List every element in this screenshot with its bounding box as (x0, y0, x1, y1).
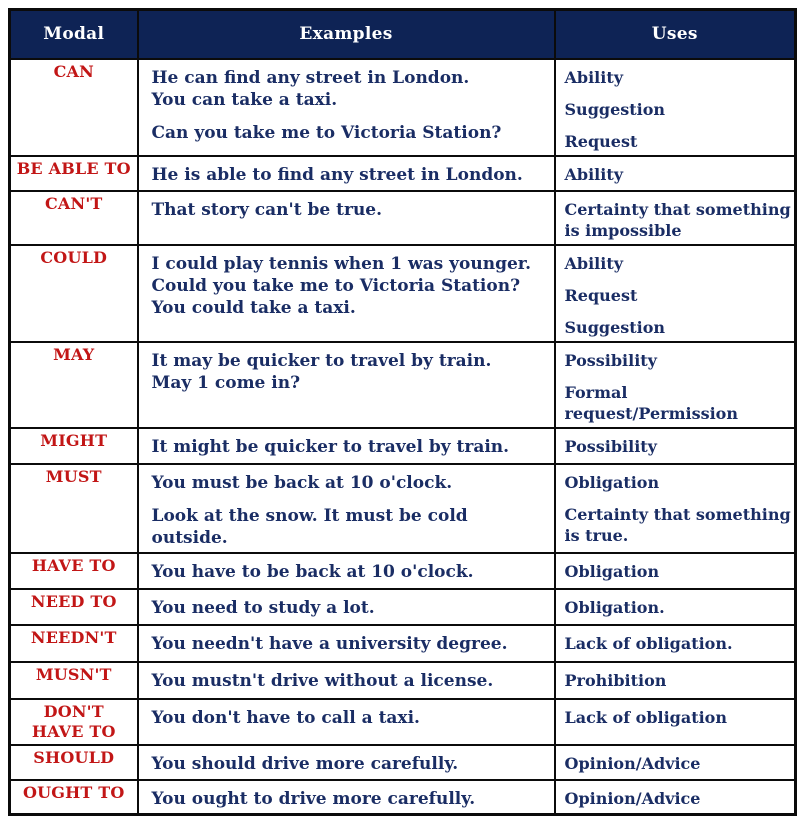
use-item: Request (564, 285, 638, 305)
modal-cell: SHOULD (10, 745, 138, 780)
modal-cell: COULD (10, 245, 138, 342)
example-sentence: You mustn't drive without a license. (151, 670, 494, 691)
modal-cell: OUGHT TO (10, 780, 138, 815)
modal-cell: CAN (10, 59, 138, 156)
use-item: Ability (564, 164, 624, 184)
header-uses: Uses (555, 10, 796, 59)
use-item: Certainty that something is impossible (564, 199, 791, 240)
example-sentence: He is able to find any street in London. (151, 164, 523, 185)
table-header (10, 10, 796, 59)
modal-verbs-table (8, 8, 797, 816)
example-sentence: You need to study a lot. (151, 597, 375, 618)
examples-cell (138, 245, 555, 342)
example-sentence: It might be quicker to travel by train. (151, 436, 510, 457)
use-item: Formal request/Permission (564, 382, 738, 423)
examples-cell (138, 780, 555, 815)
uses-cell (555, 245, 796, 342)
example-sentence: You don't have to call a taxi. (151, 707, 420, 728)
table-row (10, 625, 796, 662)
modal-cell: MUST (10, 464, 138, 553)
example-sentence-group (152, 505, 546, 549)
example-sentence-group (152, 199, 546, 221)
table-body (10, 59, 796, 815)
table-row (10, 191, 796, 245)
example-sentence-group (152, 788, 546, 810)
examples-cell (138, 464, 555, 553)
example-sentence-group (152, 164, 546, 186)
table-row (10, 428, 796, 464)
uses-cell (555, 589, 796, 625)
examples-cell (138, 589, 555, 625)
uses-cell (555, 699, 796, 745)
modal-cell: MIGHT (10, 428, 138, 464)
header-examples: Examples (138, 10, 555, 59)
use-item: Lack of obligation. (564, 633, 733, 653)
table-row (10, 662, 796, 699)
examples-cell (138, 59, 555, 156)
table-row (10, 245, 796, 342)
table-row (10, 745, 796, 780)
uses-cell (555, 59, 796, 156)
example-sentence: You have to be back at 10 o'clock. (151, 561, 474, 582)
modal-cell: HAVE TO (10, 553, 138, 589)
example-sentence: You should drive more carefully. (151, 753, 459, 774)
uses-cell (555, 428, 796, 464)
examples-cell (138, 191, 555, 245)
use-item: Obligation. (564, 597, 665, 617)
use-item: Opinion/Advice (564, 753, 701, 773)
header-modal: Modal (10, 10, 138, 59)
table-row (10, 780, 796, 815)
example-sentence-group (152, 633, 546, 655)
example-sentence-group (152, 350, 546, 394)
example-sentence: Could you take me to Victoria Station? (151, 275, 521, 296)
table-row (10, 589, 796, 625)
example-sentence-group (152, 670, 546, 692)
uses-cell (555, 745, 796, 780)
examples-cell (138, 745, 555, 780)
modal-cell: BE ABLE TO (10, 156, 138, 191)
example-sentence-group (152, 67, 546, 111)
example-sentence: You could take a taxi. (151, 297, 356, 318)
example-sentence-group (152, 561, 546, 583)
use-item: Opinion/Advice (564, 788, 701, 808)
example-sentence-group (152, 122, 546, 144)
uses-cell (555, 662, 796, 699)
example-sentence-group (152, 707, 546, 729)
table-row (10, 342, 796, 428)
table-row (10, 156, 796, 191)
example-sentence-group (152, 253, 546, 319)
modal-cell: NEED TO (10, 589, 138, 625)
header-row (10, 10, 796, 59)
example-sentence: You can take a taxi. (151, 89, 338, 110)
modal-cell: MUSN'T (10, 662, 138, 699)
example-sentence: He can find any street in London. (151, 67, 470, 88)
table-row (10, 464, 796, 553)
table-row (10, 699, 796, 745)
example-sentence: You ought to drive more carefully. (151, 788, 476, 809)
example-sentence: That story can't be true. (151, 199, 383, 220)
use-item: Lack of obligation (564, 707, 727, 727)
example-sentence-group (152, 597, 546, 619)
uses-cell (555, 191, 796, 245)
use-item: Request (564, 131, 638, 151)
modal-cell: MAY (10, 342, 138, 428)
modal-cell: NEEDN'T (10, 625, 138, 662)
examples-cell (138, 553, 555, 589)
uses-cell (555, 553, 796, 589)
uses-cell (555, 156, 796, 191)
example-sentence: You must be back at 10 o'clock. (151, 472, 453, 493)
uses-cell (555, 464, 796, 553)
uses-cell (555, 625, 796, 662)
use-item: Obligation (564, 561, 660, 581)
use-item: Suggestion (564, 99, 666, 119)
use-item: Possibility (564, 436, 657, 456)
example-sentence: You needn't have a university degree. (151, 633, 508, 654)
example-sentence-group (152, 472, 546, 494)
use-item: Possibility (564, 350, 657, 370)
examples-cell (138, 625, 555, 662)
modal-cell: DON'T HAVE TO (10, 699, 138, 745)
example-sentence: May 1 come in? (151, 372, 301, 393)
table-row (10, 553, 796, 589)
example-sentence: I could play tennis when 1 was younger. (151, 253, 532, 274)
example-sentence-group (152, 753, 546, 775)
use-item: Ability (564, 253, 624, 273)
examples-cell (138, 662, 555, 699)
example-sentence: Look at the snow. It must be cold outside. (151, 505, 468, 548)
examples-cell (138, 428, 555, 464)
examples-cell (138, 342, 555, 428)
use-item: Certainty that something is true. (564, 504, 791, 545)
modal-cell: CAN'T (10, 191, 138, 245)
use-item: Ability (564, 67, 624, 87)
examples-cell (138, 156, 555, 191)
examples-cell (138, 699, 555, 745)
use-item: Suggestion (564, 317, 666, 337)
example-sentence: It may be quicker to travel by train. (151, 350, 492, 371)
use-item: Prohibition (564, 670, 667, 690)
uses-cell (555, 780, 796, 815)
table-row (10, 59, 796, 156)
example-sentence-group (152, 436, 546, 458)
use-item: Obligation (564, 472, 660, 492)
uses-cell (555, 342, 796, 428)
example-sentence: Can you take me to Victoria Station? (151, 122, 502, 143)
